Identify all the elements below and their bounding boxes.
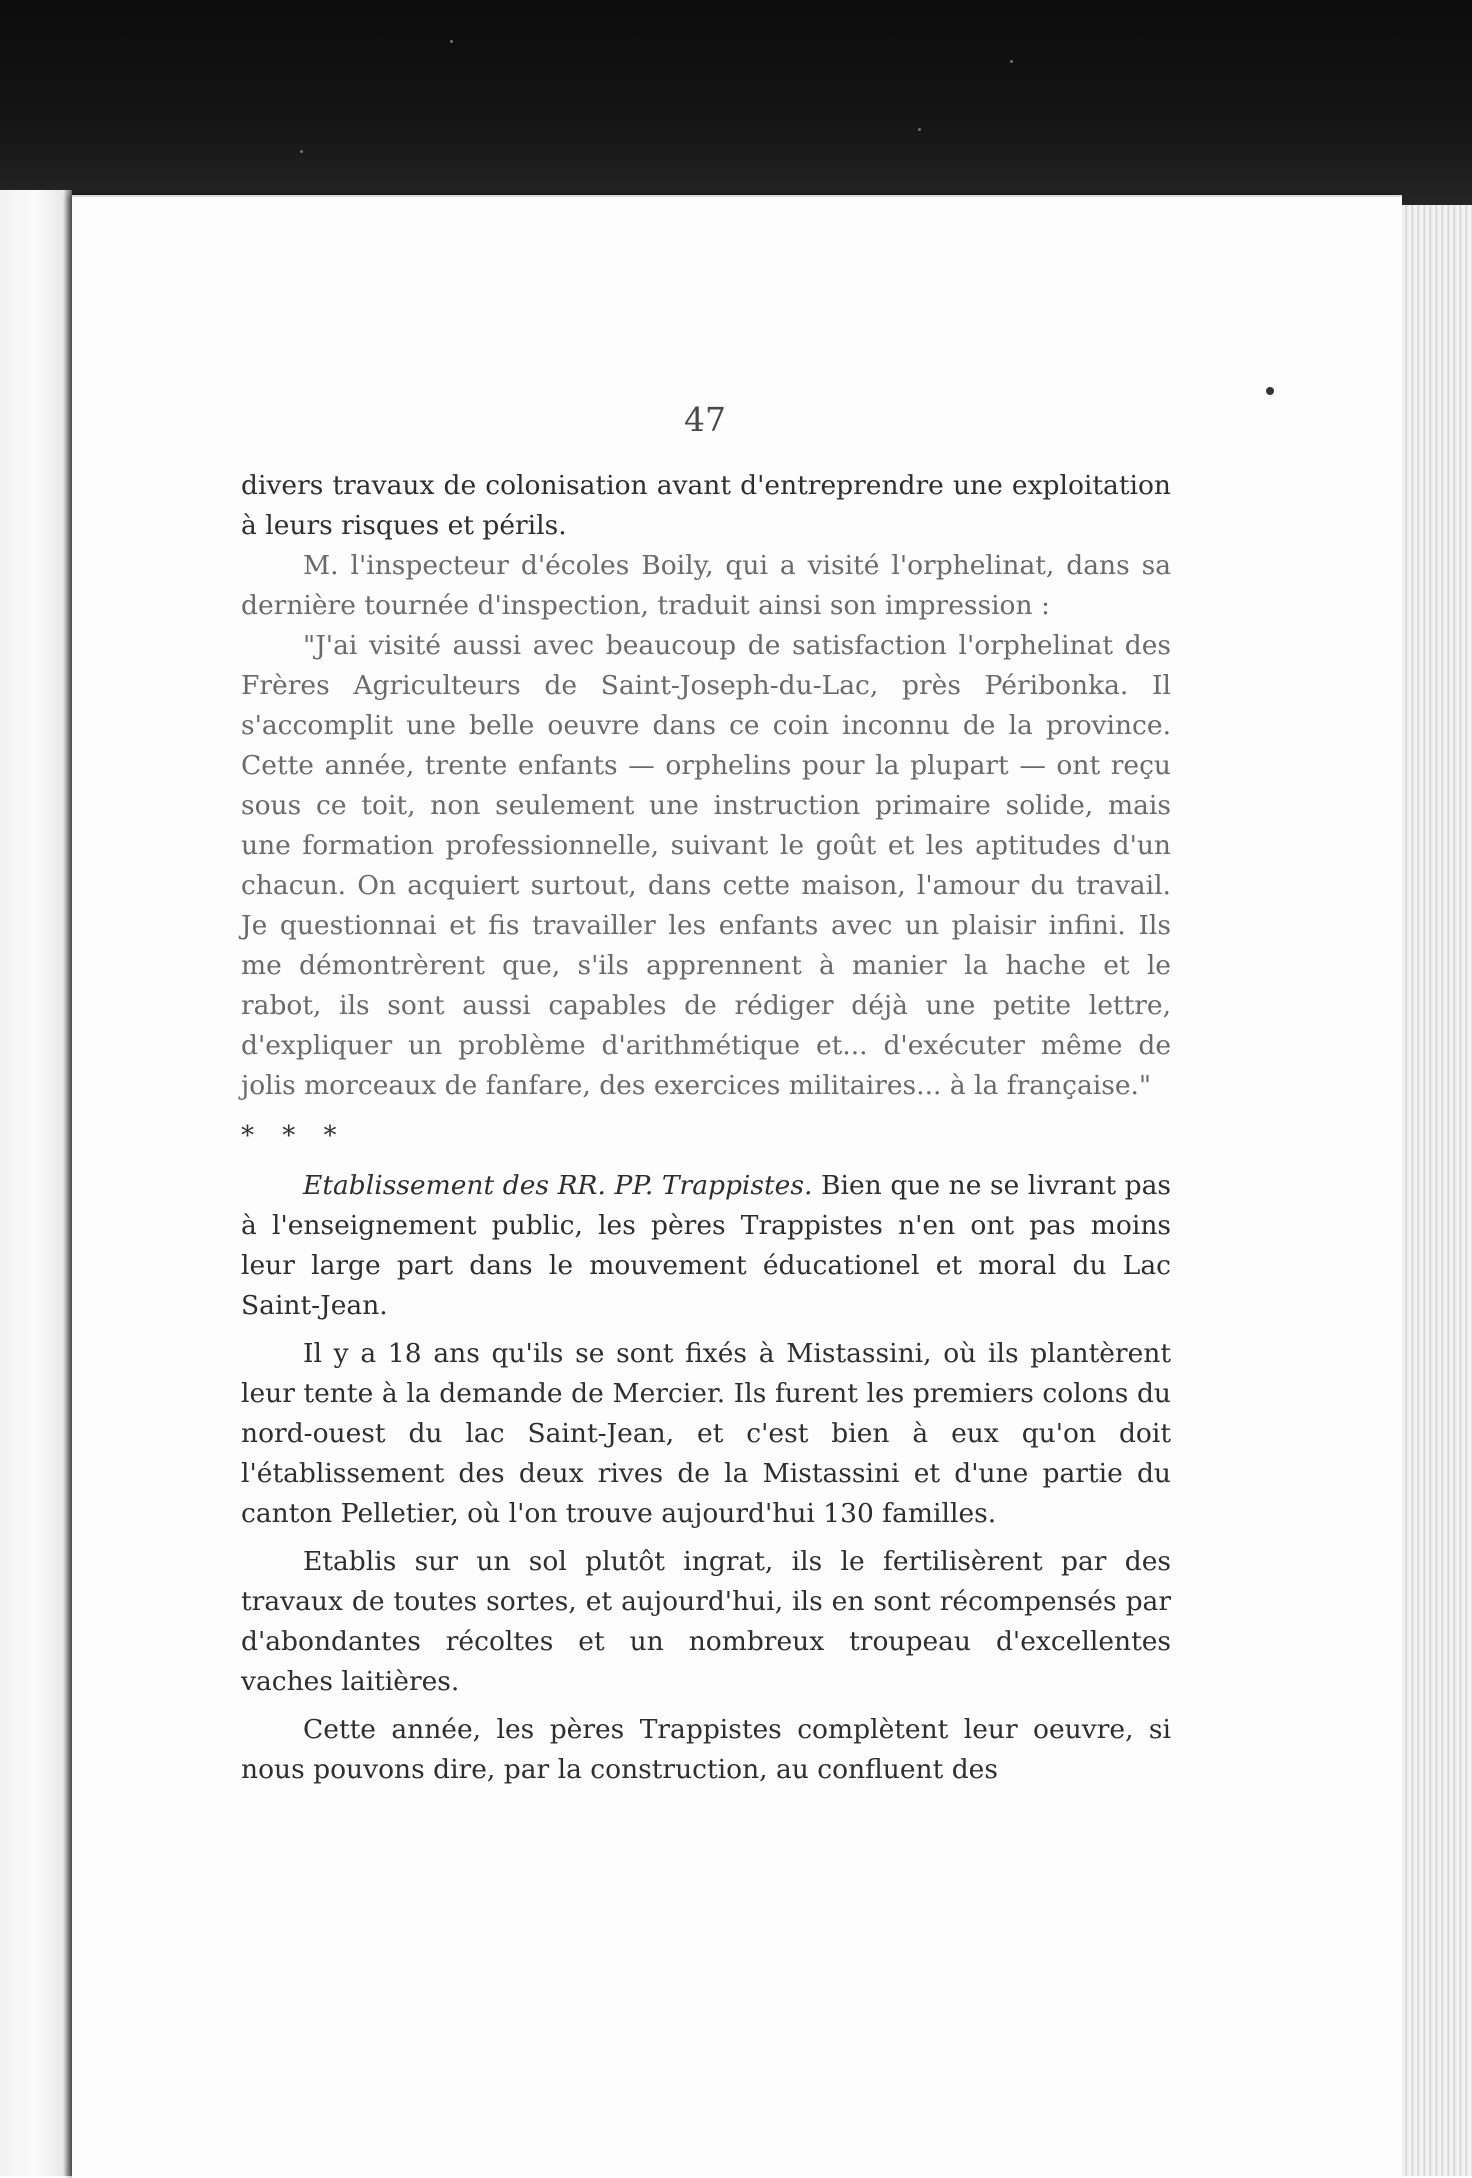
dust-speck [1010, 60, 1013, 63]
section-paragraph-trappistes [241, 1166, 1171, 1326]
margin-dot [1266, 387, 1274, 395]
section-intro: Bien que ne se livrant pas à l'enseignement public, les pères Trappistes n'en ont pas moins leur large part dans le mouvement éducationel et moral du Lac Saint-Jean. [241, 1170, 1171, 1321]
paragraph-fertile: Etablis sur un sol plutôt ingrat, ils le fertilisèrent par des travaux de toutes sortes, et aujourd'hui, ils en sont récompensés par d'abondantes récoltes et un nombreux troupeau d'excellentes vaches laitières. [241, 1546, 1171, 1697]
paragraph-continuation: divers travaux de colonisation avant d'entreprendre une exploitation à leurs risques et périls. [241, 470, 1171, 541]
right-page-stack [1402, 205, 1472, 2176]
dust-speck [450, 40, 453, 43]
left-page-edge [0, 190, 72, 2176]
page-body [241, 466, 1171, 1790]
page-number: 47 [684, 400, 726, 439]
section-separator: * * * [241, 1121, 347, 1151]
section-heading: Etablissement des RR. PP. Trappistes. [303, 1170, 813, 1201]
paragraph-quote: "J'ai visité aussi avec beaucoup de satisfaction l'orphelinat des Frères Agriculteurs de Saint-Joseph-du-Lac, près Péribonka. Il s'accomplit une belle oeuvre dans ce coin inconnu de la province. Cette année, trente enfants — orphelins pour la plupart — ont reçu sous ce toit, non seulement une instruction primaire solide, mais une formation professionnelle, suivant le goût et les aptitudes d'un chacun. On acquiert surtout, dans cette maison, l'amour du travail. Je questionnai et fis travailler les enfants avec un plaisir infini. Ils me démontrèrent que, s'ils apprennent à manier la hache et le rabot, ils sont aussi capables de rédiger déjà une petite lettre, d'expliquer un problème d'arithmétique et... d'exécuter même de jolis morceaux de fanfare, des exercices militaires... à la française." [241, 630, 1171, 1101]
dust-speck [300, 150, 303, 153]
dust-speck [918, 128, 921, 131]
paragraph-mistassini: Il y a 18 ans qu'ils se sont fixés à Mistassini, où ils plantèrent leur tente à la demande de Mercier. Ils furent les premiers colons du nord-ouest du lac Saint-Jean, et c'est bien à eux qu'on doit l'établissement des deux rives de la Mistassini et d'une partie du canton Pelletier, où l'on trouve aujourd'hui 130 familles. [241, 1338, 1171, 1529]
paragraph-inspector: M. l'inspecteur d'écoles Boily, qui a visité l'orphelinat, dans sa dernière tournée d'inspection, traduit ainsi son impression : [241, 550, 1171, 621]
paragraph-construction: Cette année, les pères Trappistes complètent leur oeuvre, si nous pouvons dire, par la construction, au confluent des [241, 1714, 1171, 1785]
